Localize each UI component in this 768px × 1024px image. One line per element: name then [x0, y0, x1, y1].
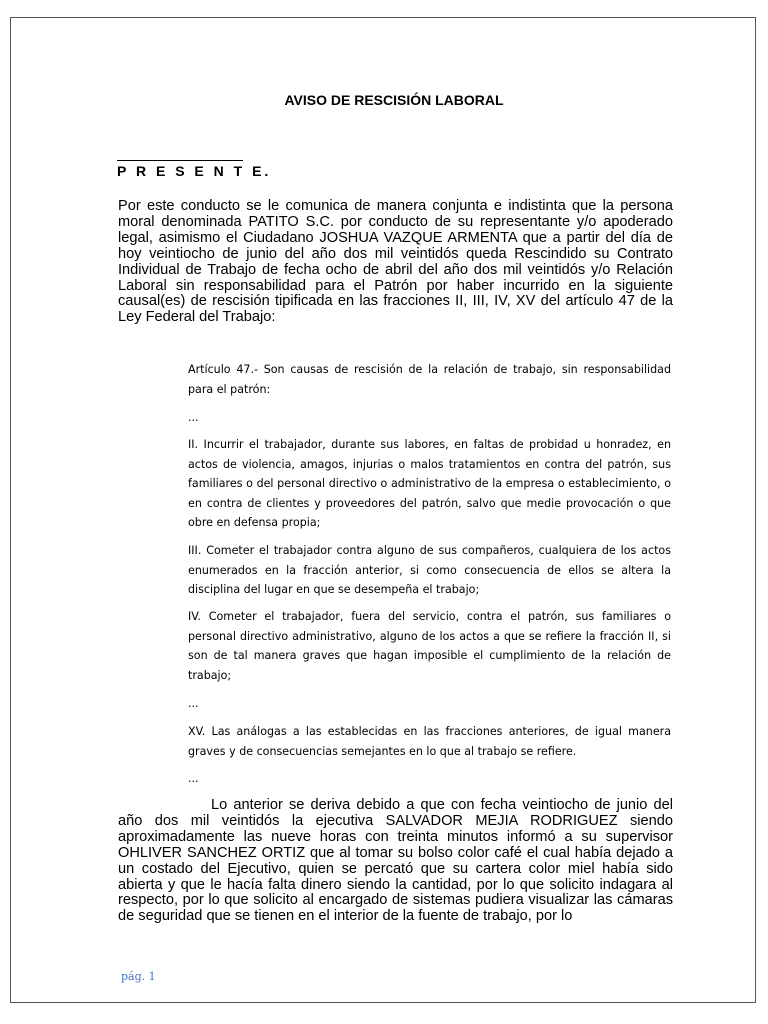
- quote-fraction-ii: II. Incurrir el trabajador, durante sus labores, en faltas de probidad u honradez, en actos de violencia, amagos, injurias o malos tratamientos en contra del patrón, sus familiares o del personal directivo o administrativo de la empresa o establecimiento, o en contra de clientes y proveedores del patrón, salvo que medie provocación o que obre en defensa propia;: [188, 438, 671, 530]
- quote-ellipsis: ...: [188, 697, 199, 710]
- salutation: P R E S E N T E.: [117, 163, 272, 179]
- quote-fraction-iii: III. Cometer el trabajador contra alguno de sus compañeros, cualquiera de los actos enumerados en la fracción anterior, si como consecuencia de ellos se altera la disciplina del lugar en que se desempeña el trabajo;: [188, 544, 671, 597]
- quote-fraction-iv: IV. Cometer el trabajador, fuera del servicio, contra el patrón, sus familiares o personal directivo administrativo, alguno de los actos a que se refiere la fracción II, si son de tal manera graves que hagan imposible el cumplimiento de la relación de trabajo;: [188, 610, 671, 682]
- signature-line: [117, 160, 243, 161]
- quote-fraction-xv: XV. Las análogas a las establecidas en las fracciones anteriores, de igual manera graves y de consecuencias semejantes en lo que al trabajo se refiere.: [188, 725, 671, 758]
- quote-ellipsis: ...: [188, 411, 199, 424]
- quote-article-47: Artículo 47.- Son causas de rescisión de la relación de trabajo, sin responsabilidad para el patrón:: [188, 363, 671, 396]
- quote-ellipsis: ...: [188, 772, 199, 785]
- document-title: AVISO DE RESCISIÓN LABORAL: [284, 92, 504, 108]
- document-page: [10, 17, 756, 1003]
- page-number: pág. 1: [121, 970, 156, 983]
- intro-paragraph: Por este conducto se le comunica de manera conjunta e indistinta que la persona moral denominada PATITO S.C. por conducto de su representante y/o apoderado legal, asimismo el Ciudadano JOSHUA VAZQUE ARMENTA que a partir del día de hoy veintiocho de junio del año dos mil veintidós queda Rescindido su Contrato Individual de Trabajo de fecha ocho de abril del año dos mil veintidós y/o Relación Laboral sin responsabilidad para el Patrón por haber incurrido en la siguiente causal(es) de rescisión tipificada en las fracciones II, III, IV, XV del artículo 47 de la Ley Federal del Trabajo:: [118, 198, 673, 326]
- facts-paragraph: Lo anterior se deriva debido a que con fecha veintiocho de junio del año dos mil veintidós la ejecutiva SALVADOR MEJIA RODRIGUEZ siendo aproximadamente las nueve horas con treinta minutos informó a su supervisor OHLIVER SANCHEZ ORTIZ que al tomar su bolso color café el cual había dejado a un costado del Ejecutivo, quien se percató que su cartera color miel había sido abierta y que le hacía falta dinero siendo la cantidad, por lo que solicito indagara al respecto, por lo que solicito al encargado de sistemas pudiera visualizar las cámaras de seguridad que se tienen en el interior de la fuente de trabajo, por lo: [118, 797, 673, 925]
